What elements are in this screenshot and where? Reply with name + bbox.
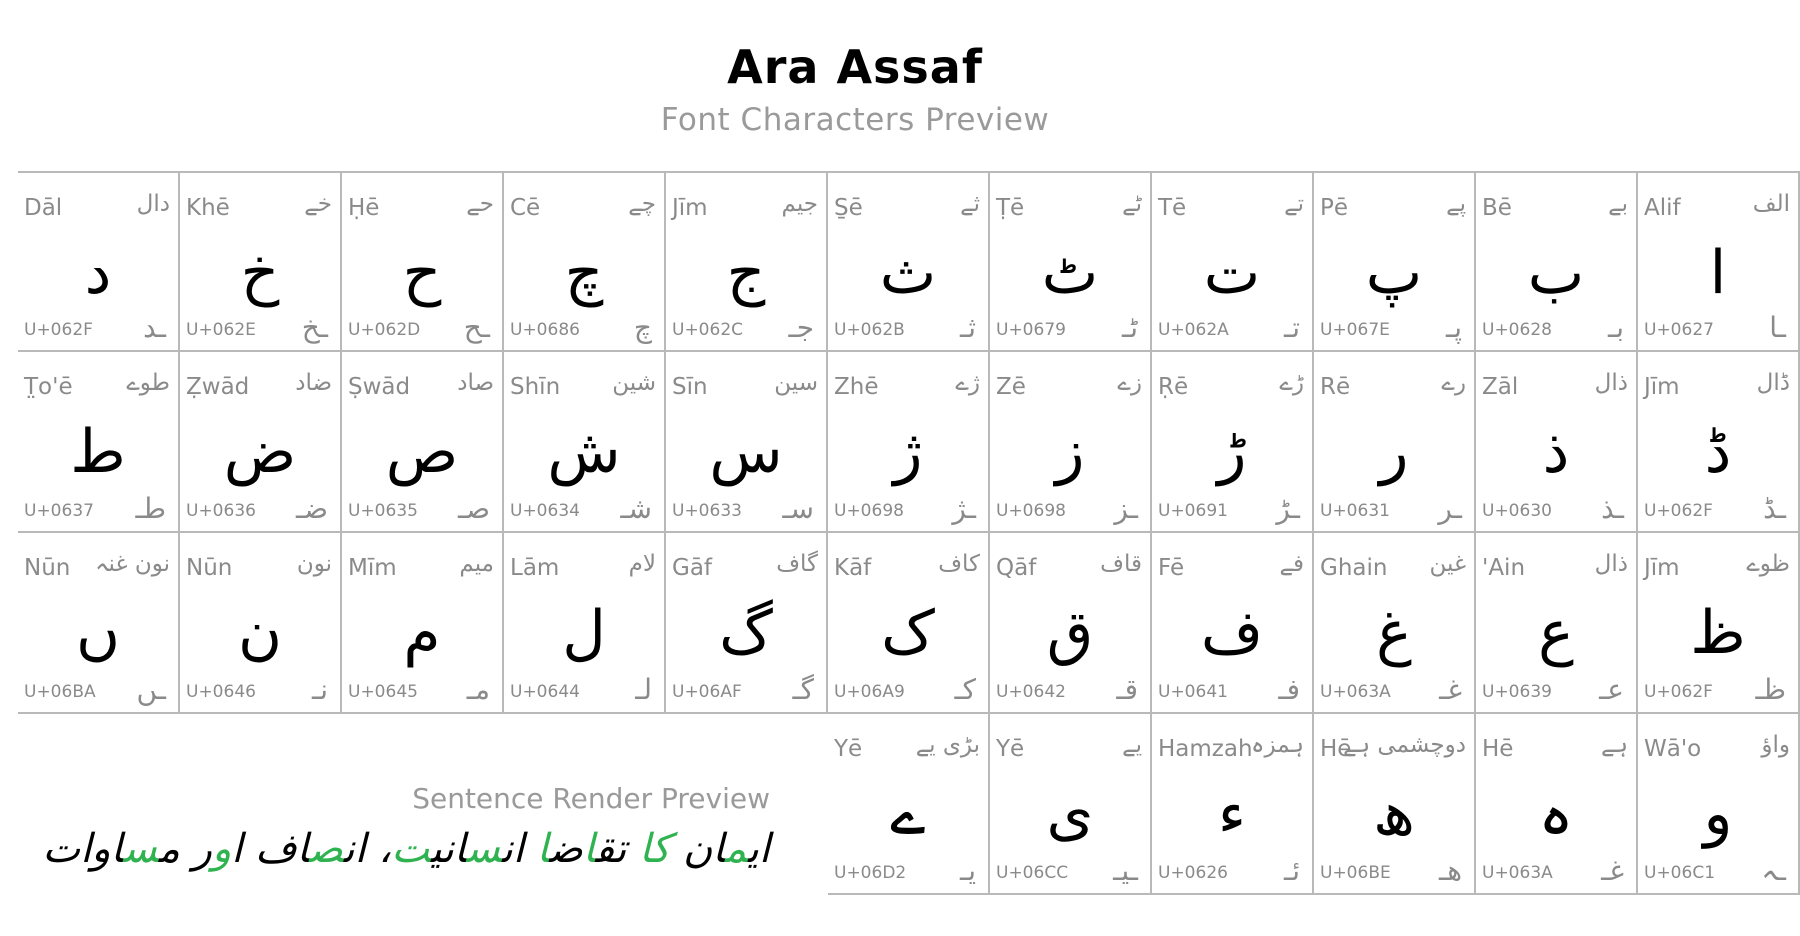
glyph-cell: [828, 714, 990, 895]
sentence-segment: انی: [430, 826, 467, 872]
glyph-unicode: U+0630: [1482, 501, 1552, 521]
glyph-sample: ء: [1217, 779, 1247, 849]
glyph-isolated-form: ٹـ: [1122, 311, 1138, 344]
glyph-unicode: U+06BA: [24, 682, 96, 702]
glyph-urdu-name: طوے: [126, 370, 170, 396]
glyph-sample: ہ: [1538, 779, 1574, 849]
glyph-urdu-name: فے: [1279, 551, 1304, 577]
glyph-urdu-name: بڑی یے: [915, 732, 980, 758]
glyph-name: Ẓwād: [186, 374, 250, 400]
glyph-name: Shīn: [510, 374, 561, 400]
glyph-urdu-name: چے: [628, 191, 656, 217]
glyph-sample: و: [1703, 779, 1733, 849]
glyph-urdu-name: لام: [628, 551, 656, 577]
glyph-unicode: U+0635: [348, 501, 418, 521]
glyph-cell: [1638, 533, 1800, 714]
glyph-cell: [1314, 533, 1476, 714]
glyph-name: Sīn: [672, 374, 708, 400]
glyph-name: Hē: [1320, 736, 1352, 762]
glyph-isolated-form: مـ: [466, 673, 490, 706]
glyph-isolated-form: غـ: [1439, 673, 1462, 706]
glyph-unicode: U+0637: [24, 501, 94, 521]
glyph-name: Alif: [1644, 195, 1681, 221]
glyph-sample: د: [84, 238, 112, 308]
glyph-isolated-form: ـڑ: [1276, 492, 1300, 525]
glyph-unicode: U+06A9: [834, 682, 905, 702]
glyph-sample: ک: [881, 598, 935, 668]
glyph-unicode: U+0631: [1320, 501, 1390, 521]
glyph-cell: [666, 533, 828, 714]
glyph-sample: ھ: [1373, 779, 1415, 849]
glyph-sample: ف: [1200, 598, 1264, 668]
glyph-name: Qāf: [996, 555, 1037, 581]
glyph-unicode: U+0644: [510, 682, 580, 702]
glyph-name: Zē: [996, 374, 1026, 400]
sentence-highlight-segment: کا: [639, 826, 671, 872]
glyph-sample: ص: [385, 417, 459, 487]
glyph-unicode: U+0633: [672, 501, 742, 521]
glyph-unicode: U+06BE: [1320, 863, 1391, 883]
glyph-isolated-form: ئـ: [1284, 854, 1300, 887]
glyph-cell: [504, 171, 666, 352]
glyph-cell: [828, 171, 990, 352]
sentence-highlight-segment: ا: [536, 826, 549, 872]
glyph-unicode: U+06CC: [996, 863, 1069, 883]
glyph-sample: پ: [1365, 238, 1423, 308]
glyph-name: Jīm: [672, 195, 708, 221]
glyph-urdu-name: الف: [1752, 191, 1790, 217]
glyph-sample: ے: [890, 779, 926, 849]
glyph-unicode: U+0698: [996, 501, 1066, 521]
glyph-sample: ب: [1527, 238, 1585, 308]
glyph-urdu-name: گاف: [776, 551, 818, 577]
glyph-isolated-form: ـخ: [301, 311, 328, 344]
sentence-segment: ، ان: [343, 826, 392, 872]
glyph-urdu-name: واؤ: [1761, 732, 1790, 758]
glyph-urdu-name: ظوے: [1746, 551, 1790, 577]
sentence-preview-label: Sentence Render Preview: [412, 782, 770, 815]
glyph-name: Jīm: [1644, 555, 1680, 581]
glyph-urdu-name: بے: [1608, 191, 1628, 217]
glyph-cell: [828, 352, 990, 533]
glyph-unicode: U+0636: [186, 501, 256, 521]
glyph-cell: [1638, 714, 1800, 895]
glyph-isolated-form: شـ: [620, 492, 652, 525]
glyph-urdu-name: قاف: [1100, 551, 1142, 577]
page-title: Ara Assaf: [727, 40, 983, 94]
glyph-sample: ع: [1538, 598, 1574, 668]
glyph-sample: ج: [726, 238, 766, 308]
glyph-isolated-form: ثـ: [960, 311, 976, 344]
glyph-isolated-form: گـ: [792, 673, 814, 706]
glyph-cell: [1476, 714, 1638, 895]
glyph-isolated-form: ظـ: [1755, 673, 1786, 706]
glyph-cell: [666, 171, 828, 352]
glyph-sample: ڈ: [1704, 417, 1732, 487]
sentence-highlight-segment: س: [466, 826, 502, 872]
glyph-unicode: U+0627: [1644, 320, 1714, 340]
glyph-cell: [342, 171, 504, 352]
character-grid: [0, 171, 1800, 901]
glyph-urdu-name: ڈال: [1756, 370, 1790, 396]
glyph-isolated-form: ضـ: [296, 492, 328, 525]
glyph-urdu-name: دوچشمی ہے: [1343, 732, 1466, 758]
glyph-isolated-form: جـ: [788, 311, 814, 344]
glyph-name: Fē: [1158, 555, 1185, 581]
glyph-unicode: U+06C1: [1644, 863, 1716, 883]
glyph-name: Nūn: [24, 555, 71, 581]
glyph-name: Wā'o: [1644, 736, 1702, 762]
glyph-isolated-form: ـر: [1438, 492, 1462, 525]
sentence-segment: ر م: [158, 826, 212, 872]
glyph-sample: ح: [402, 238, 442, 308]
glyph-isolated-form: پـ: [1446, 311, 1462, 344]
sentence-segment: تق: [595, 826, 640, 872]
glyph-cell: [990, 714, 1152, 895]
sentence-highlight-segment: و: [211, 826, 232, 872]
glyph-cell: [1476, 533, 1638, 714]
glyph-sample: ژ: [893, 417, 923, 487]
glyph-isolated-form: ـح: [463, 311, 490, 344]
glyph-sample: خ: [240, 238, 280, 308]
glyph-name: Pē: [1320, 195, 1349, 221]
glyph-unicode: U+06AF: [672, 682, 742, 702]
glyph-cell: [180, 533, 342, 714]
glyph-cell: [18, 533, 180, 714]
glyph-sample: غ: [1376, 598, 1412, 668]
glyph-cell: [1314, 352, 1476, 533]
glyph-name: Ṛē: [1158, 374, 1189, 400]
glyph-name: Ṣwād: [348, 374, 411, 400]
glyph-sample: ل: [562, 598, 606, 668]
glyph-name: Khē: [186, 195, 230, 221]
glyph-urdu-name: تے: [1284, 191, 1304, 217]
glyph-unicode: U+06D2: [834, 863, 907, 883]
glyph-sample: ٹ: [1041, 238, 1099, 308]
sentence-highlight-segment: ت: [391, 826, 431, 872]
glyph-unicode: U+063A: [1320, 682, 1391, 702]
glyph-isolated-form: ـز: [1114, 492, 1138, 525]
glyph-urdu-name: صاد: [457, 370, 494, 396]
glyph-name: Rē: [1320, 374, 1351, 400]
glyph-name: Ṭē: [996, 195, 1025, 221]
glyph-sample: ا: [1709, 238, 1727, 308]
glyph-urdu-name: ڑے: [1279, 370, 1304, 396]
glyph-name: Kāf: [834, 555, 872, 581]
glyph-sample: ں: [75, 598, 121, 668]
glyph-cell: [1476, 171, 1638, 352]
glyph-isolated-form: قـ: [1116, 673, 1138, 706]
glyph-isolated-form: صـ: [458, 492, 490, 525]
glyph-name: Hē: [1482, 736, 1514, 762]
sentence-highlight-segment: م: [724, 826, 748, 872]
glyph-urdu-name: شین: [612, 370, 656, 396]
glyph-urdu-name: سین: [774, 370, 818, 396]
glyph-isolated-form: ـڈ: [1763, 492, 1786, 525]
glyph-unicode: U+0641: [1158, 682, 1228, 702]
glyph-unicode: U+062C: [672, 320, 744, 340]
glyph-cell: [1638, 352, 1800, 533]
glyph-cell: [18, 171, 180, 352]
glyph-urdu-name: نون: [296, 551, 332, 577]
glyph-name: Ghain: [1320, 555, 1388, 581]
glyph-name: Tē: [1158, 195, 1187, 221]
glyph-urdu-name: کاف: [938, 551, 980, 577]
glyph-urdu-name: غین: [1429, 551, 1466, 577]
glyph-cell: [1152, 171, 1314, 352]
glyph-sample: ظ: [1690, 598, 1746, 668]
glyph-urdu-name: خے: [304, 191, 332, 217]
glyph-urdu-name: ضاد: [295, 370, 332, 396]
glyph-name: Mīm: [348, 555, 397, 581]
glyph-cell: [1314, 171, 1476, 352]
glyph-cell: [666, 352, 828, 533]
glyph-isolated-form: بـ: [1608, 311, 1624, 344]
glyph-sample: ی: [1046, 779, 1094, 849]
glyph-isolated-form: ـں: [136, 673, 166, 706]
glyph-cell: [990, 533, 1152, 714]
glyph-unicode: U+062F: [1644, 501, 1713, 521]
glyph-isolated-form: سـ: [782, 492, 814, 525]
glyph-unicode: U+062A: [1158, 320, 1229, 340]
glyph-urdu-name: حے: [466, 191, 494, 217]
glyph-sample: ن: [237, 598, 283, 668]
glyph-isolated-form: فـ: [1278, 673, 1300, 706]
glyph-cell: [18, 352, 180, 533]
glyph-sample: ض: [223, 417, 297, 487]
glyph-isolated-form: ـذ: [1601, 492, 1624, 525]
glyph-urdu-name: یے: [1122, 732, 1142, 758]
glyph-cell: [828, 533, 990, 714]
glyph-sample: ذ: [1542, 417, 1570, 487]
glyph-unicode: U+062E: [186, 320, 256, 340]
glyph-urdu-name: ٹے: [1122, 191, 1142, 217]
glyph-urdu-name: ذال: [1594, 551, 1628, 577]
glyph-urdu-name: ہمزہ: [1251, 732, 1304, 758]
glyph-isolated-form: ـیـ: [1113, 854, 1138, 887]
glyph-unicode: U+062D: [348, 320, 421, 340]
glyph-sample: ڑ: [1217, 417, 1247, 487]
glyph-urdu-name: میم: [459, 551, 494, 577]
glyph-cell: [990, 171, 1152, 352]
glyph-isolated-form: تـ: [1284, 311, 1300, 344]
glyph-cell: [1638, 171, 1800, 352]
glyph-unicode: U+0698: [834, 501, 904, 521]
glyph-name: Zhē: [834, 374, 879, 400]
glyph-unicode: U+0686: [510, 320, 580, 340]
sentence-segment: ای: [747, 826, 770, 872]
glyph-name: Nūn: [186, 555, 233, 581]
glyph-isolated-form: ھـ: [1439, 854, 1462, 887]
glyph-isolated-form: نـ: [312, 673, 328, 706]
glyph-sample: ت: [1203, 238, 1261, 308]
glyph-name: Cē: [510, 195, 541, 221]
glyph-sample: ر: [1379, 417, 1409, 487]
glyph-urdu-name: رے: [1441, 370, 1466, 396]
glyph-sample: گ: [719, 598, 773, 668]
glyph-isolated-form: کـ: [954, 673, 976, 706]
glyph-unicode: U+0634: [510, 501, 580, 521]
glyph-sample: م: [403, 598, 441, 668]
glyph-cell: [1314, 714, 1476, 895]
sentence-segment: اوات: [42, 826, 123, 872]
sentence-highlight-segment: س: [122, 826, 159, 872]
glyph-name: Ḥē: [348, 195, 380, 221]
glyph-urdu-name: ذال: [1594, 370, 1628, 396]
glyph-isolated-form: یـ: [960, 854, 976, 887]
glyph-cell: [342, 352, 504, 533]
glyph-name: Dāl: [24, 195, 63, 221]
glyph-urdu-name: ژے: [955, 370, 980, 396]
glyph-cell: [1152, 352, 1314, 533]
sentence-preview-text: [43, 826, 770, 872]
glyph-unicode: U+0639: [1482, 682, 1552, 702]
glyph-cell: [180, 171, 342, 352]
glyph-unicode: U+0642: [996, 682, 1066, 702]
sentence-highlight-segment: ص: [308, 826, 344, 872]
glyph-urdu-name: زے: [1117, 370, 1142, 396]
glyph-name: 'Ain: [1482, 555, 1526, 581]
glyph-cell: [504, 533, 666, 714]
sentence-highlight-segment: ا: [582, 826, 596, 872]
glyph-isolated-form: ـا: [1769, 311, 1786, 344]
glyph-sample: ش: [547, 417, 621, 487]
sentence-segment: ض: [548, 826, 583, 872]
glyph-isolated-form: ـد: [143, 311, 166, 344]
glyph-unicode: U+0628: [1482, 320, 1552, 340]
glyph-isolated-form: چ: [633, 311, 652, 344]
glyph-name: Hamzah: [1158, 736, 1253, 762]
glyph-urdu-name: دال: [136, 191, 170, 217]
glyph-unicode: U+0646: [186, 682, 256, 702]
glyph-cell: [180, 352, 342, 533]
glyph-unicode: U+067E: [1320, 320, 1390, 340]
glyph-cell: [504, 352, 666, 533]
glyph-urdu-name: پے: [1446, 191, 1466, 217]
glyph-cell: [990, 352, 1152, 533]
glyph-name: Yē: [834, 736, 863, 762]
glyph-name: Zāl: [1482, 374, 1519, 400]
glyph-unicode: U+0679: [996, 320, 1066, 340]
glyph-cell: [1476, 352, 1638, 533]
glyph-unicode: U+062F: [24, 320, 93, 340]
glyph-isolated-form: لـ: [635, 673, 652, 706]
glyph-name: Gāf: [672, 555, 713, 581]
glyph-isolated-form: عـ: [1599, 673, 1624, 706]
glyph-isolated-form: طـ: [135, 492, 166, 525]
glyph-cell: [1152, 533, 1314, 714]
glyph-name: Lām: [510, 555, 560, 581]
glyph-isolated-form: ـژ: [952, 492, 976, 525]
glyph-urdu-name: نون غنہ: [95, 551, 170, 577]
glyph-sample: ز: [1055, 417, 1085, 487]
glyph-name: T̤o'ē: [24, 374, 73, 400]
sentence-segment: اف ا: [231, 826, 309, 872]
glyph-sample: ق: [1046, 598, 1094, 668]
glyph-sample: س: [709, 417, 783, 487]
glyph-urdu-name: ہے: [1601, 732, 1628, 758]
glyph-urdu-name: ثے: [960, 191, 980, 217]
glyph-sample: چ: [564, 238, 604, 308]
sentence-segment: ان: [670, 826, 725, 872]
glyph-name: S̱ē: [834, 195, 863, 221]
glyph-urdu-name: جیم: [781, 191, 818, 217]
glyph-isolated-form: ـہ: [1761, 854, 1786, 887]
glyph-sample: ث: [879, 238, 937, 308]
glyph-name: Bē: [1482, 195, 1512, 221]
glyph-unicode: U+063A: [1482, 863, 1553, 883]
glyph-cell: [342, 533, 504, 714]
glyph-unicode: U+0626: [1158, 863, 1228, 883]
glyph-unicode: U+062F: [1644, 682, 1713, 702]
glyph-isolated-form: غـ: [1601, 854, 1624, 887]
page-subtitle: Font Characters Preview: [660, 102, 1050, 138]
glyph-sample: ط: [70, 417, 126, 487]
glyph-unicode: U+062B: [834, 320, 905, 340]
glyph-name: Jīm: [1644, 374, 1680, 400]
glyph-unicode: U+0691: [1158, 501, 1228, 521]
glyph-name: Yē: [996, 736, 1025, 762]
glyph-unicode: U+0645: [348, 682, 418, 702]
sentence-segment: ان: [501, 826, 537, 872]
glyph-cell: [1152, 714, 1314, 895]
